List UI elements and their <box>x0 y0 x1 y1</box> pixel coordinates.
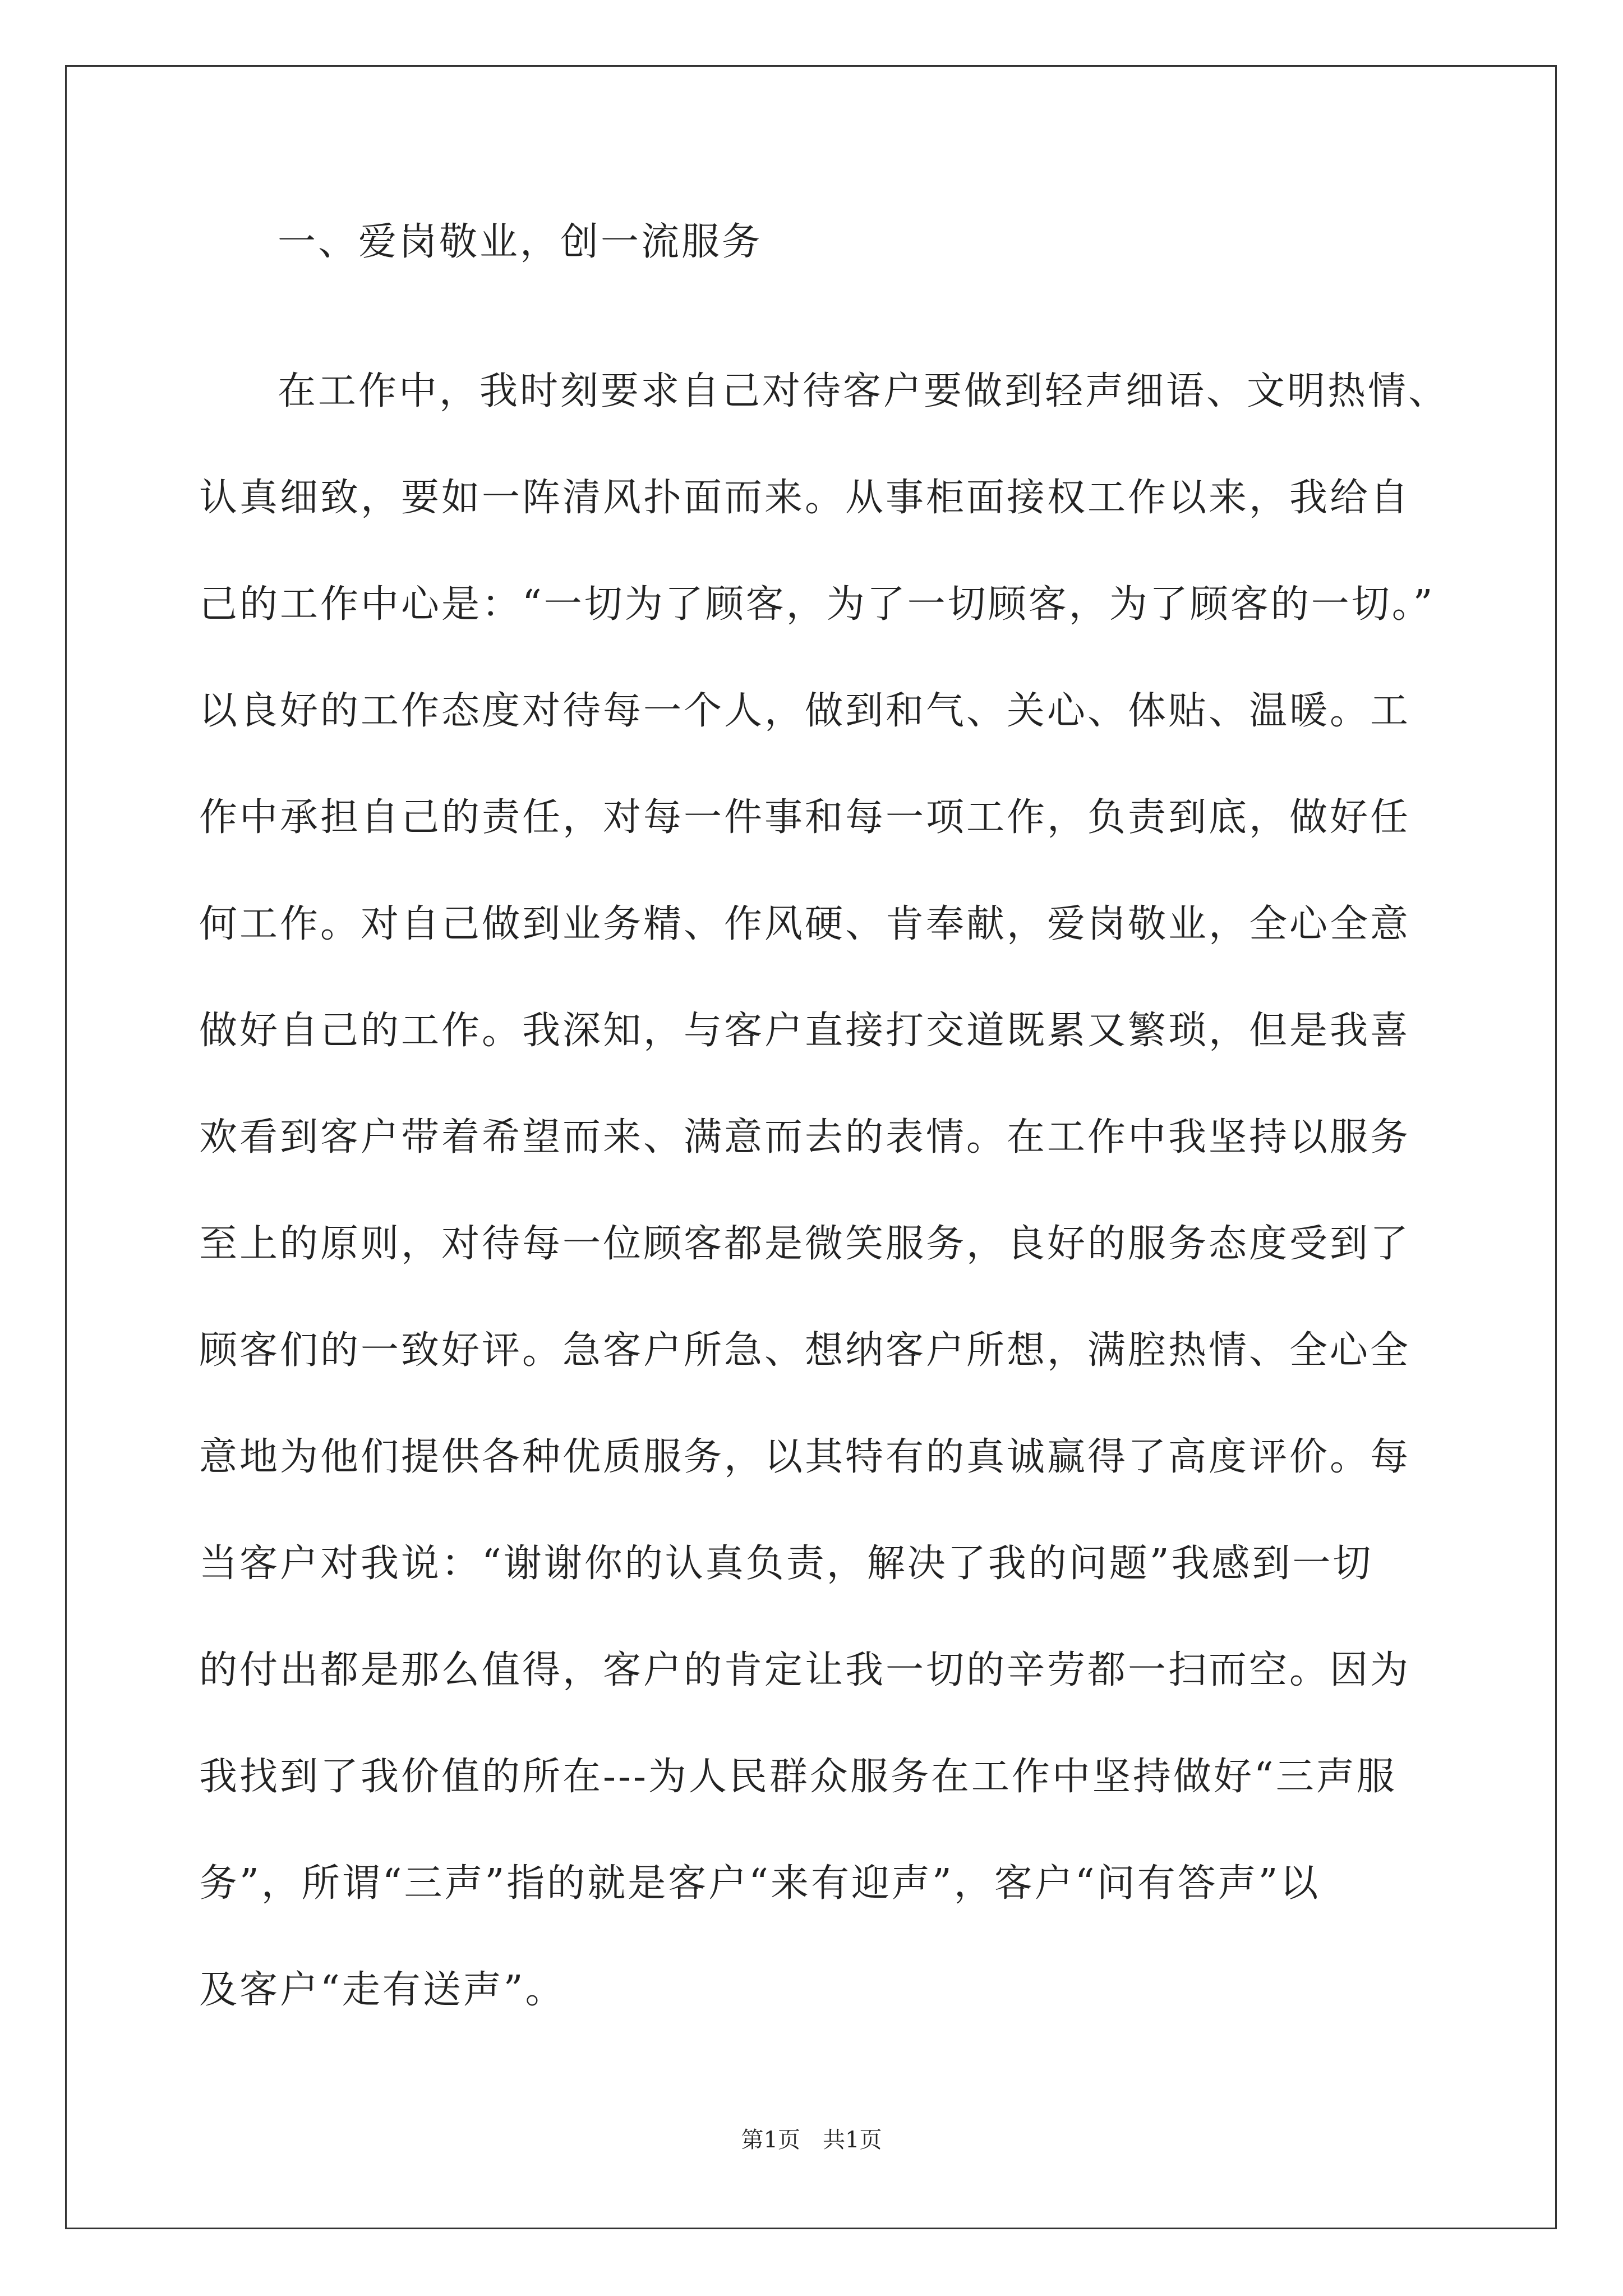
paragraph-line: 以良好的工作态度对待每一个人，做到和气、关心、体贴、温暖。工 <box>199 689 1411 733</box>
paragraph-line: 顾客们的一致好评。急客户所急、想纳客户所想，满腔热情、全心全 <box>199 1328 1411 1373</box>
paragraph-line: 及客户“走有送声”。 <box>199 1968 566 2012</box>
paragraph-line: 当客户对我说：“谢谢你的认真负责，解决了我的问题”我感到一切 <box>199 1542 1373 1586</box>
paragraph-line: 做好自己的工作。我深知，与客户直接打交道既累又繁琐，但是我喜 <box>199 1009 1411 1053</box>
page-number: 第1页 共1页 <box>741 2127 882 2153</box>
paragraph-line: 己的工作中心是：“一切为了顾客，为了一切顾客，为了顾客的一切。” <box>199 582 1435 627</box>
paragraph-line: 何工作。对自己做到业务精、作风硬、肯奉献，爱岗敬业，全心全意 <box>199 902 1411 946</box>
paragraph-line: 欢看到客户带着希望而来、满意而去的表情。在工作中我坚持以服务 <box>199 1115 1411 1159</box>
paragraph-line: 认真细致，要如一阵清风扑面而来。从事柜面接权工作以来，我给自 <box>199 476 1411 520</box>
paragraph-line: 我找到了我价值的所在---为人民群众服务在工作中坚持做好“三声服 <box>199 1755 1397 1799</box>
document-body <box>199 220 1449 2012</box>
paragraph-line: 的付出都是那么值得，客户的肯定让我一切的辛劳都一扫而空。因为 <box>199 1648 1411 1692</box>
paragraph-line: 意地为他们提供各种优质服务，以其特有的真诚赢得了高度评价。每 <box>199 1435 1411 1479</box>
paragraph-line: 务”，所谓“三声”指的就是客户“来有迎声”，客户“问有答声”以 <box>199 1861 1321 1906</box>
paragraph-line: 在工作中，我时刻要求自己对待客户要做到轻声细语、文明热情、 <box>278 369 1449 413</box>
paragraph-line: 至上的原则，对待每一位顾客都是微笑服务，良好的服务态度受到了 <box>199 1222 1411 1266</box>
paragraph-line: 作中承担自己的责任，对每一件事和每一项工作，负责到底，做好任 <box>199 795 1411 840</box>
section-heading: 一、爱岗敬业，创一流服务 <box>278 220 763 264</box>
